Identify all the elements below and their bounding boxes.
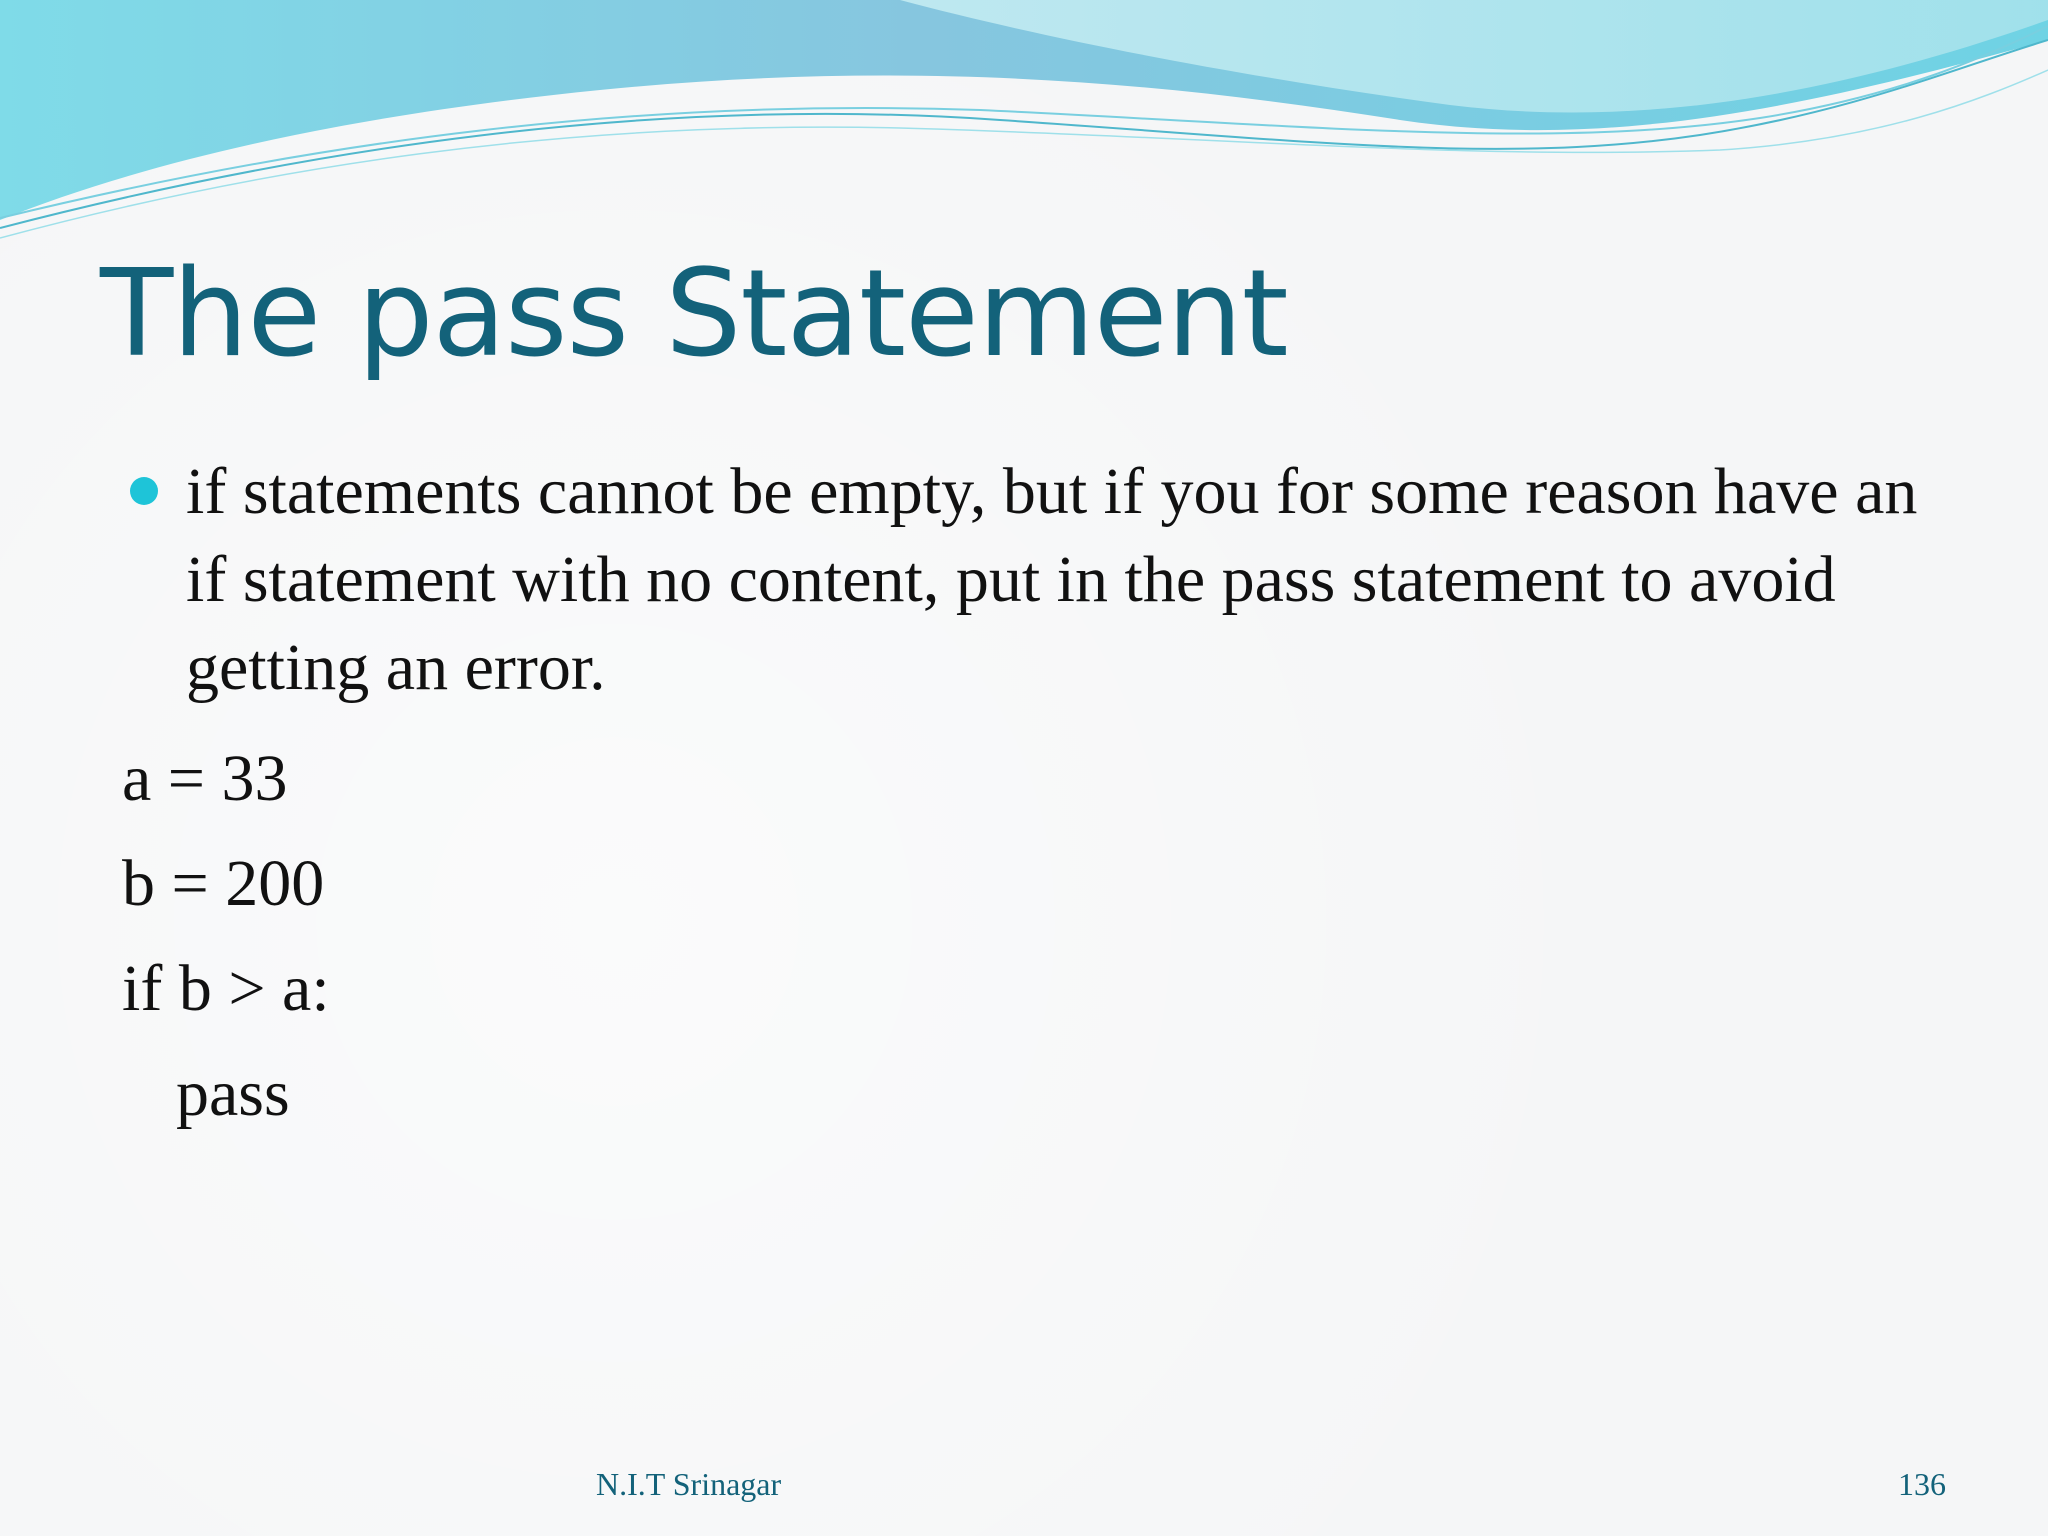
code-line-4: pass — [176, 1057, 290, 1130]
bullet-text: if statements cannot be empty, but if you for some reason have an if statement with no content, put in the pass statement to avoid getting an error. — [186, 455, 1918, 704]
code-line-3: if b > a: — [122, 952, 330, 1025]
header-wave-decoration — [0, 0, 2048, 260]
bullet-dot-icon — [130, 477, 158, 505]
code-line-2: b = 200 — [122, 847, 325, 920]
code-line-1: a = 33 — [122, 742, 288, 815]
page-number: 136 — [1898, 1466, 1946, 1502]
bullet-item — [130, 448, 1950, 712]
footer-institution: N.I.T Srinagar — [596, 1466, 782, 1502]
slide-title: The pass Statement — [100, 245, 1288, 384]
